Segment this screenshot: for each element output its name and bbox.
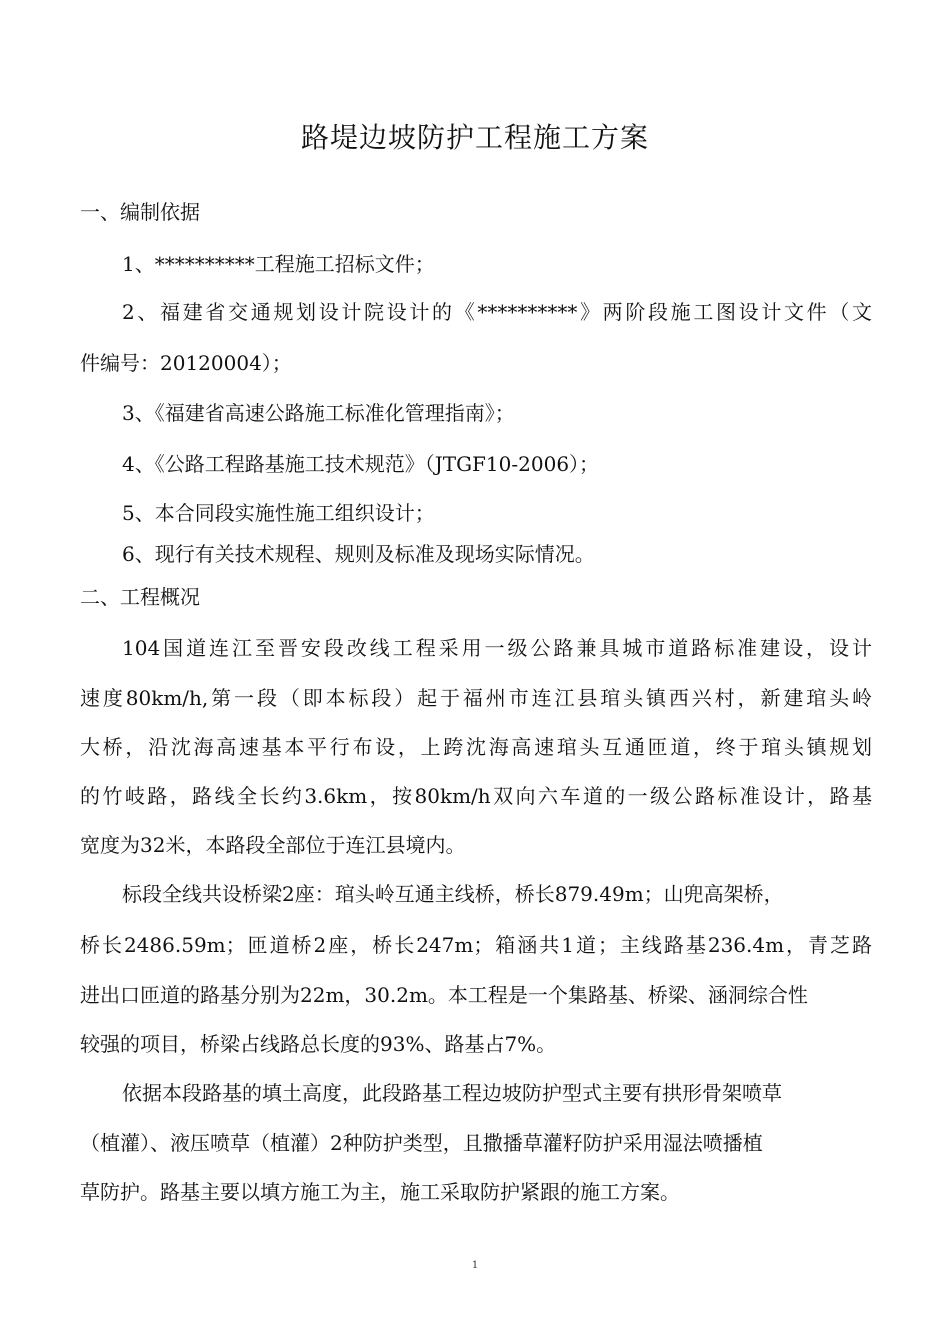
basis-item-1: 1、**********工程施工招标文件； <box>122 252 435 276</box>
overview-para1-line1: 104国道连江至晋安段改线工程采用一级公路兼具城市道路标准建设，设计 <box>122 636 872 660</box>
basis-item-2: 2、福建省交通规划设计院设计的《**********》两阶段施工图设计文件（文 <box>122 300 872 324</box>
basis-item-4: 4、《公路工程路基施工技术规范》（JTGF10-2006）； <box>122 452 600 476</box>
basis-item-2-cont: 件编号：20120004）； <box>80 351 292 375</box>
overview-para3-line3: 草防护。路基主要以填方施工为主，施工采取防护紧跟的施工方案。 <box>80 1180 680 1204</box>
overview-para3-line2: （植灌）、液压喷草（植灌）2种防护类型，且撒播草灌籽防护采用湿法喷播植 <box>80 1131 763 1155</box>
overview-para1-line4: 的竹岐路，路线全长约3.6km，按80km/h双向六车道的一级公路标准设计，路基 <box>80 784 872 808</box>
overview-para2-line2: 桥长2486.59m；匝道桥2座，桥长247m；箱涵共1道；主线路基236.4m，青芝路 <box>80 933 872 957</box>
basis-item-5: 5、本合同段实施性施工组织设计； <box>122 501 435 525</box>
page-number: 1 <box>471 1260 479 1271</box>
overview-para2-line4: 较强的项目，桥梁占线路总长度的93%、路基占7%。 <box>80 1032 557 1056</box>
document-title: 路堤边坡防护工程施工方案 <box>300 121 649 154</box>
section-heading-basis: 一、编制依据 <box>80 200 200 224</box>
overview-para1-line5: 宽度为32米，本路段全部位于连江县境内。 <box>80 833 466 857</box>
overview-para2-line3: 进出口匝道的路基分别为22m，30.2m。本工程是一个集路基、桥梁、涵洞综合性 <box>80 983 808 1007</box>
overview-para1-line2: 速度80km/h,第一段（即本标段）起于福州市连江县琯头镇西兴村，新建琯头岭 <box>80 686 872 710</box>
overview-para2-line1: 标段全线共设桥梁2座：琯头岭互通主线桥，桥长879.49m；山兜高架桥， <box>122 882 784 906</box>
section-heading-overview: 二、工程概况 <box>80 585 200 609</box>
overview-para3-line1: 依据本段路基的填土高度，此段路基工程边坡防护型式主要有拱形骨架喷草 <box>122 1081 782 1105</box>
basis-item-6: 6、现行有关技术规程、规则及标准及现场实际情况。 <box>122 542 595 566</box>
overview-para1-line3: 大桥，沿沈海高速基本平行布设，上跨沈海高速琯头互通匝道，终于琯头镇规划 <box>80 735 872 759</box>
basis-item-3: 3、《福建省高速公路施工标准化管理指南》； <box>122 401 515 425</box>
